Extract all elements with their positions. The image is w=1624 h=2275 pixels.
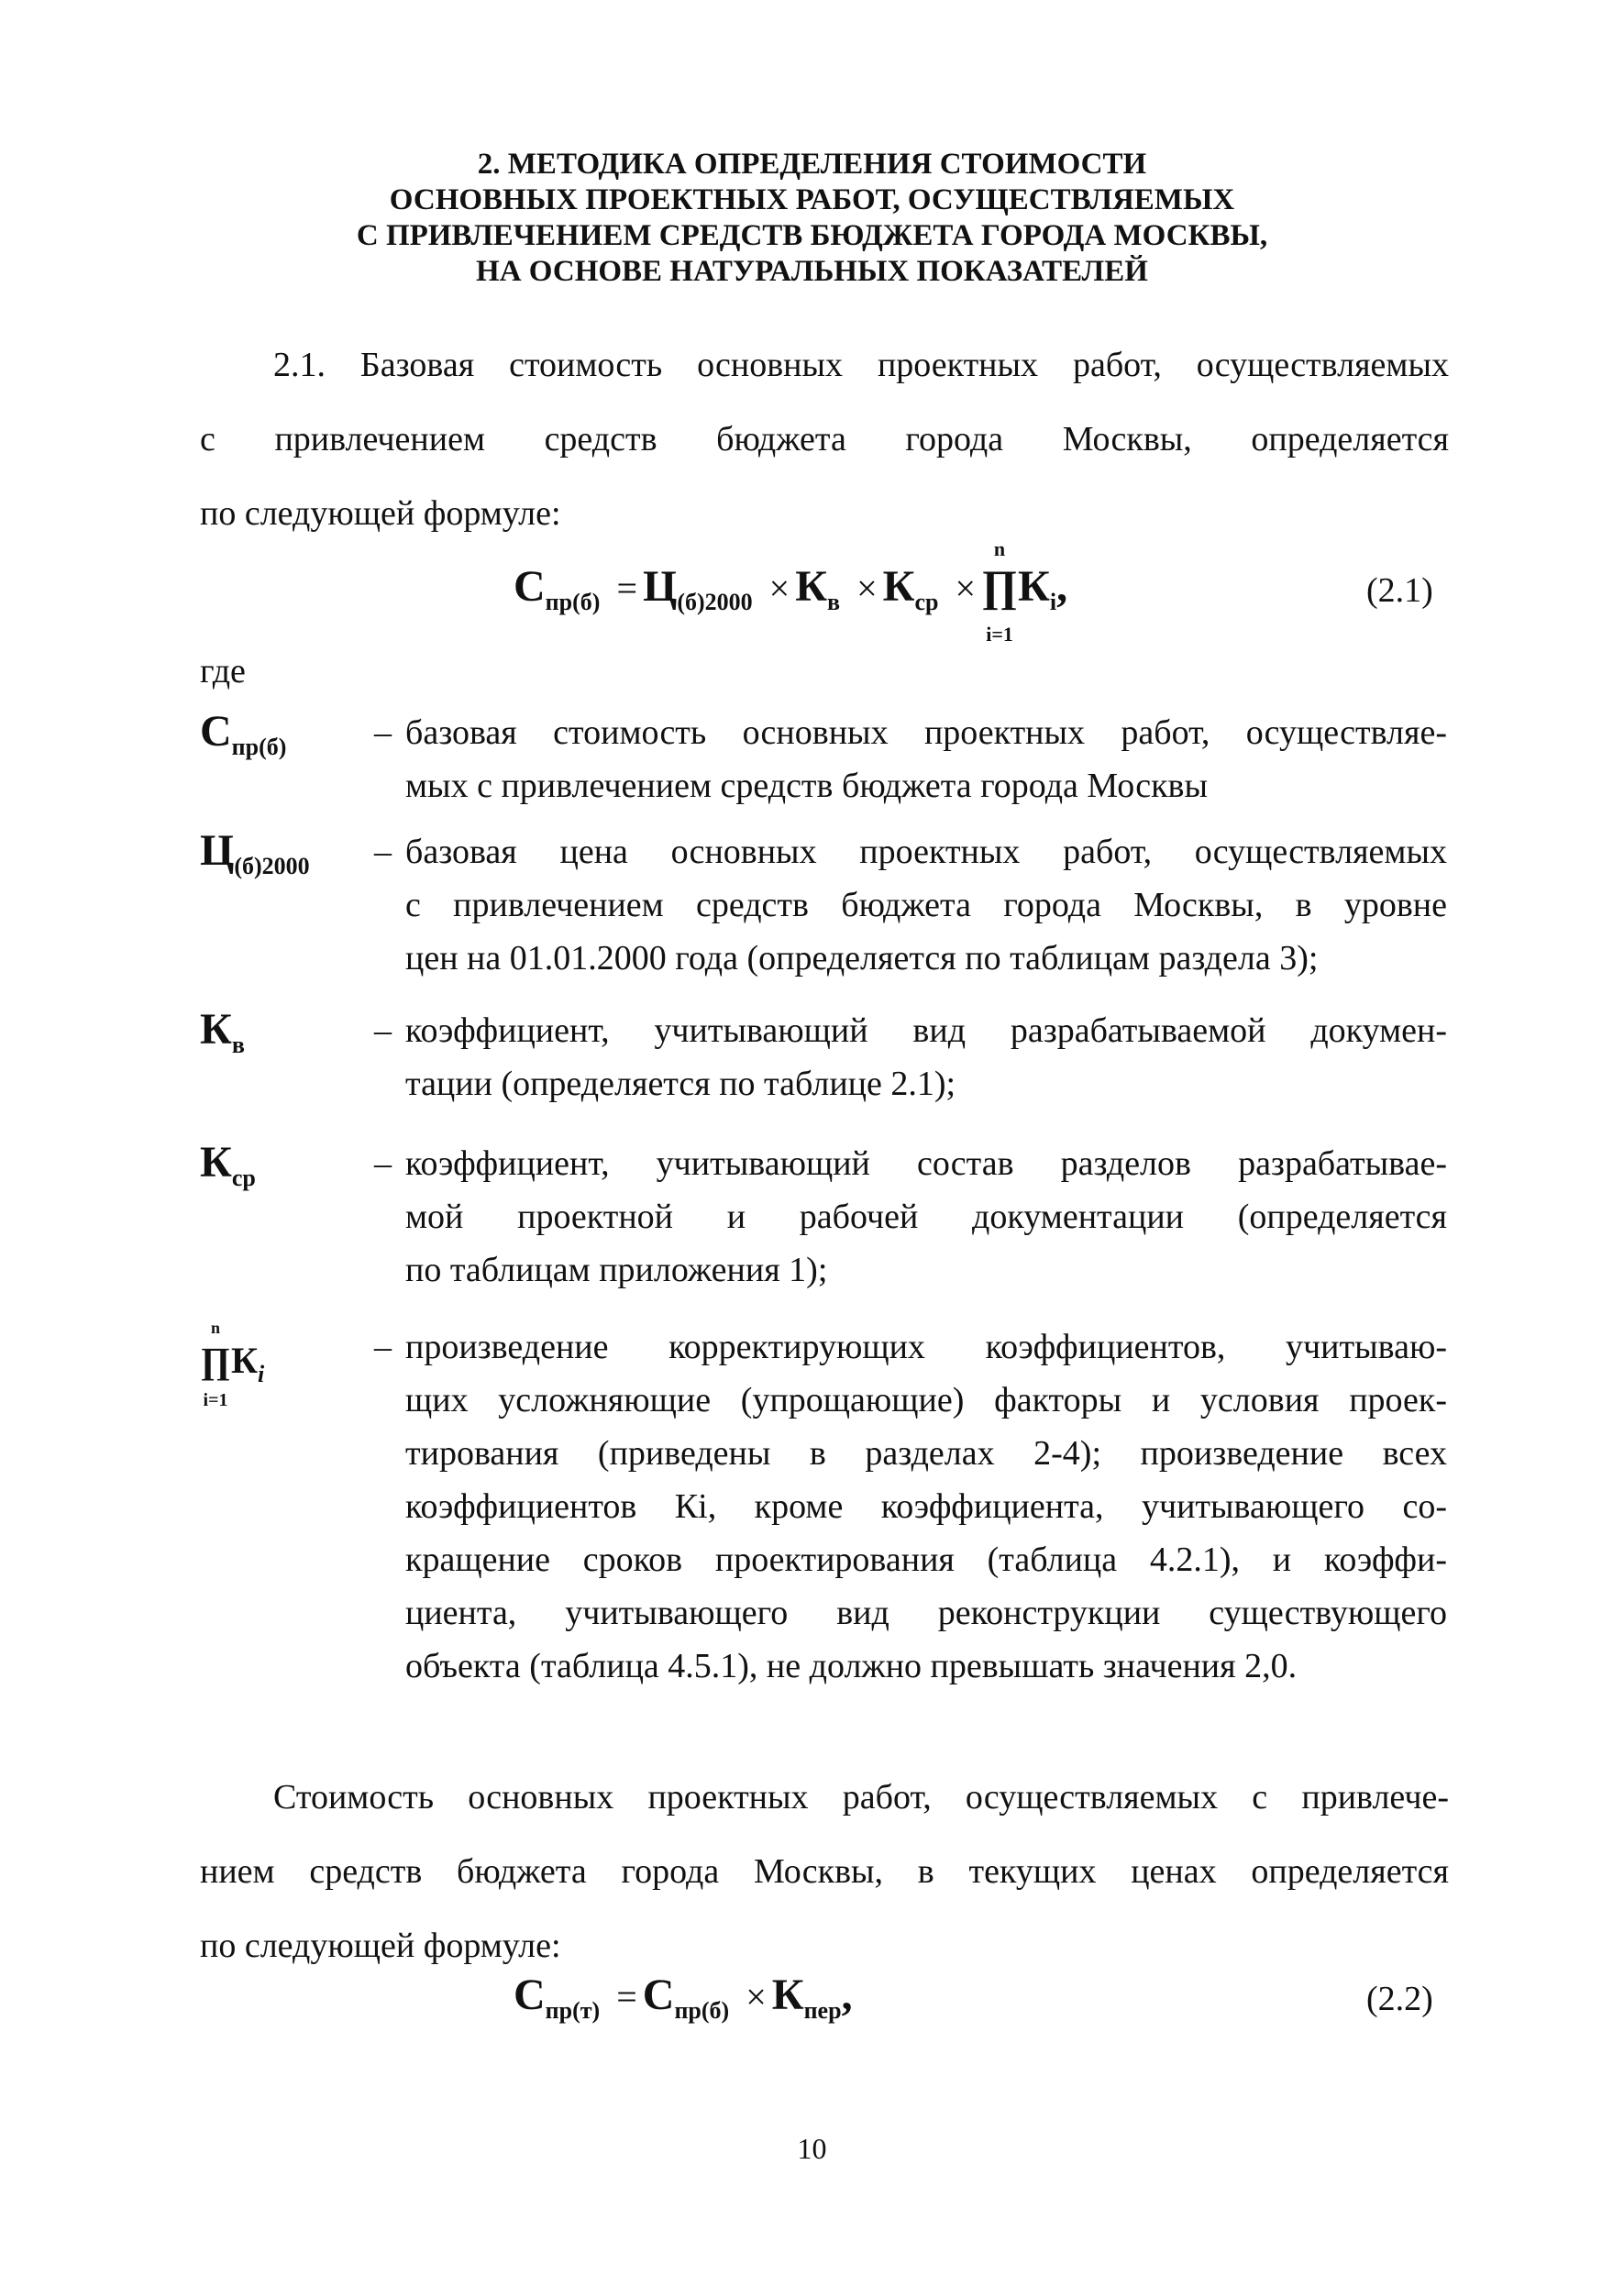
paragraph-line: по следующей формуле: xyxy=(200,1927,561,1965)
symbol-subscript: в xyxy=(231,1032,245,1058)
dash: – xyxy=(374,833,392,871)
paragraph-line: Стоимость основных проектных работ, осуществляемых с привлече- xyxy=(273,1778,1449,1817)
definition-line: коэффициент, учитывающий состав разделов разрабатывае- xyxy=(405,1144,1447,1183)
formula-operator: = xyxy=(616,568,637,609)
formula-subscript: ср xyxy=(914,589,939,615)
formula-operator: × xyxy=(955,568,977,609)
product-sign: ∏ xyxy=(981,562,1018,611)
equation-number: (2.2) xyxy=(1366,1980,1433,2018)
definition-text xyxy=(374,706,1447,812)
formula-operator: × xyxy=(768,568,790,609)
symbol-subscript: пр(б) xyxy=(231,734,287,760)
formula-2-2 xyxy=(514,1970,853,2025)
definition-line: объекта (таблица 4.5.1), не должно превышать значения 2,0. xyxy=(405,1647,1298,1685)
formula-2-1 xyxy=(514,537,1068,646)
product-symbol: n ∏ i=1 xyxy=(200,1333,231,1384)
product-symbol xyxy=(981,537,1018,646)
formula-subscript: пр(т) xyxy=(545,1997,601,2024)
product-upper-limit: n xyxy=(993,537,1006,560)
definition-text xyxy=(374,1320,1447,1693)
product-upper-limit: n xyxy=(210,1319,220,1337)
symbol-letter: К xyxy=(200,1005,232,1054)
dash: – xyxy=(374,1328,392,1366)
definition-line: мой проектной и рабочей документации (определяется xyxy=(405,1198,1447,1236)
paragraph-current-prices xyxy=(200,1761,1449,1983)
formula-operator: × xyxy=(856,568,878,609)
definition-symbol xyxy=(200,706,286,761)
formula-operator: = xyxy=(616,1976,637,2017)
formula-subscript: в xyxy=(827,589,841,615)
formula-subscript: пер xyxy=(803,1997,842,2024)
definition-text xyxy=(374,825,1447,985)
page-number: 10 xyxy=(797,2132,827,2165)
paragraph-line: с привлечением средств бюджета города Москвы, определяется xyxy=(200,420,1449,458)
definition-text xyxy=(374,1137,1447,1297)
definition-symbol xyxy=(200,1137,256,1192)
definition-line: базовая стоимость основных проектных работ, осуществляе- xyxy=(405,713,1447,752)
symbol-subscript: (б)2000 xyxy=(234,853,310,879)
definition-line: коэффициентов Кi, кроме коэффициента, учитывающего со- xyxy=(405,1487,1447,1526)
formula-subscript: пр(б) xyxy=(545,589,601,615)
formula-punctuation: , xyxy=(1056,562,1068,611)
paragraph-line: 2.1. Базовая стоимость основных проектных работ, осуществляемых xyxy=(273,346,1449,384)
formula-symbol: С xyxy=(514,1971,546,2019)
definition-line: кращение сроков проектирования (таблица 4.2.1), и коэффи- xyxy=(405,1541,1447,1579)
formula-punctuation: , xyxy=(841,1971,853,2019)
definition-symbol xyxy=(200,825,310,880)
paragraph-line: нием средств бюджета города Москвы, в текущих ценах определяется xyxy=(200,1852,1449,1891)
symbol-letter: К xyxy=(200,1138,232,1187)
heading-line: НА ОСНОВЕ НАТУРАЛЬНЫХ ПОКАЗАТЕЛЕЙ xyxy=(476,255,1148,288)
definition-line: циента, учитывающего вид реконструкции существующего xyxy=(405,1594,1447,1632)
formula-symbol: К xyxy=(771,1971,804,2019)
definition-line: тации (определяется по таблице 2.1); xyxy=(405,1065,956,1103)
heading-line: ОСНОВНЫХ ПРОЕКТНЫХ РАБОТ, ОСУЩЕСТВЛЯЕМЫХ xyxy=(389,183,1235,216)
product-lower-limit: i=1 xyxy=(986,623,1013,646)
definition-symbol xyxy=(200,1004,245,1059)
definition-line: мых с привлечением средств бюджета города Москвы xyxy=(405,767,1209,805)
definition-line: коэффициент, учитывающий вид разрабатываемой докумен- xyxy=(405,1011,1447,1050)
definition-symbol xyxy=(200,1319,265,1410)
heading-line: С ПРИВЛЕЧЕНИЕМ СРЕДСТВ БЮДЖЕТА ГОРОДА МОСКВЫ, xyxy=(356,219,1268,252)
definition-line: произведение корректирующих коэффициентов, учитываю- xyxy=(405,1328,1447,1366)
symbol-letter: Ц xyxy=(200,826,235,875)
dash: – xyxy=(374,1011,392,1050)
formula-subscript: i xyxy=(1049,589,1057,615)
symbol-letter: С xyxy=(200,707,232,756)
formula-symbol: С xyxy=(642,1971,675,2019)
dash: – xyxy=(374,1144,392,1183)
dash: – xyxy=(374,713,392,752)
where-label: где xyxy=(200,652,246,690)
formula-symbol: Ц xyxy=(643,562,678,611)
section-heading xyxy=(183,147,1441,290)
equation-number: (2.1) xyxy=(1366,571,1433,610)
symbol-letter: К xyxy=(231,1340,259,1381)
paragraph-line: по следующей формуле: xyxy=(200,494,561,533)
definition-line: цен на 01.01.2000 года (определяется по таблицам раздела 3); xyxy=(405,939,1319,977)
definition-line: по таблицам приложения 1); xyxy=(405,1251,828,1289)
symbol-subscript: i xyxy=(258,1361,265,1387)
formula-subscript: (б)2000 xyxy=(677,589,753,615)
definition-line: с привлечением средств бюджета города Москвы, в уровне xyxy=(405,886,1447,924)
formula-symbol: К xyxy=(1018,562,1050,611)
product-lower-limit: i=1 xyxy=(203,1390,228,1410)
definition-line: базовая цена основных проектных работ, осуществляемых xyxy=(405,833,1447,871)
heading-line: 2. МЕТОДИКА ОПРЕДЕЛЕНИЯ СТОИМОСТИ xyxy=(477,148,1147,181)
formula-symbol: С xyxy=(514,562,546,611)
definition-line: щих усложняющие (упрощающие) факторы и условия проек- xyxy=(405,1381,1447,1419)
formula-subscript: пр(б) xyxy=(674,1997,730,2024)
paragraph-2-1 xyxy=(200,328,1449,551)
definition-line: тирования (приведены в разделах 2-4); произведение всех xyxy=(405,1434,1447,1473)
formula-symbol: К xyxy=(882,562,915,611)
formula-operator: × xyxy=(746,1976,767,2017)
symbol-subscript: ср xyxy=(231,1165,256,1191)
definition-text xyxy=(374,1004,1447,1110)
formula-symbol: К xyxy=(795,562,828,611)
